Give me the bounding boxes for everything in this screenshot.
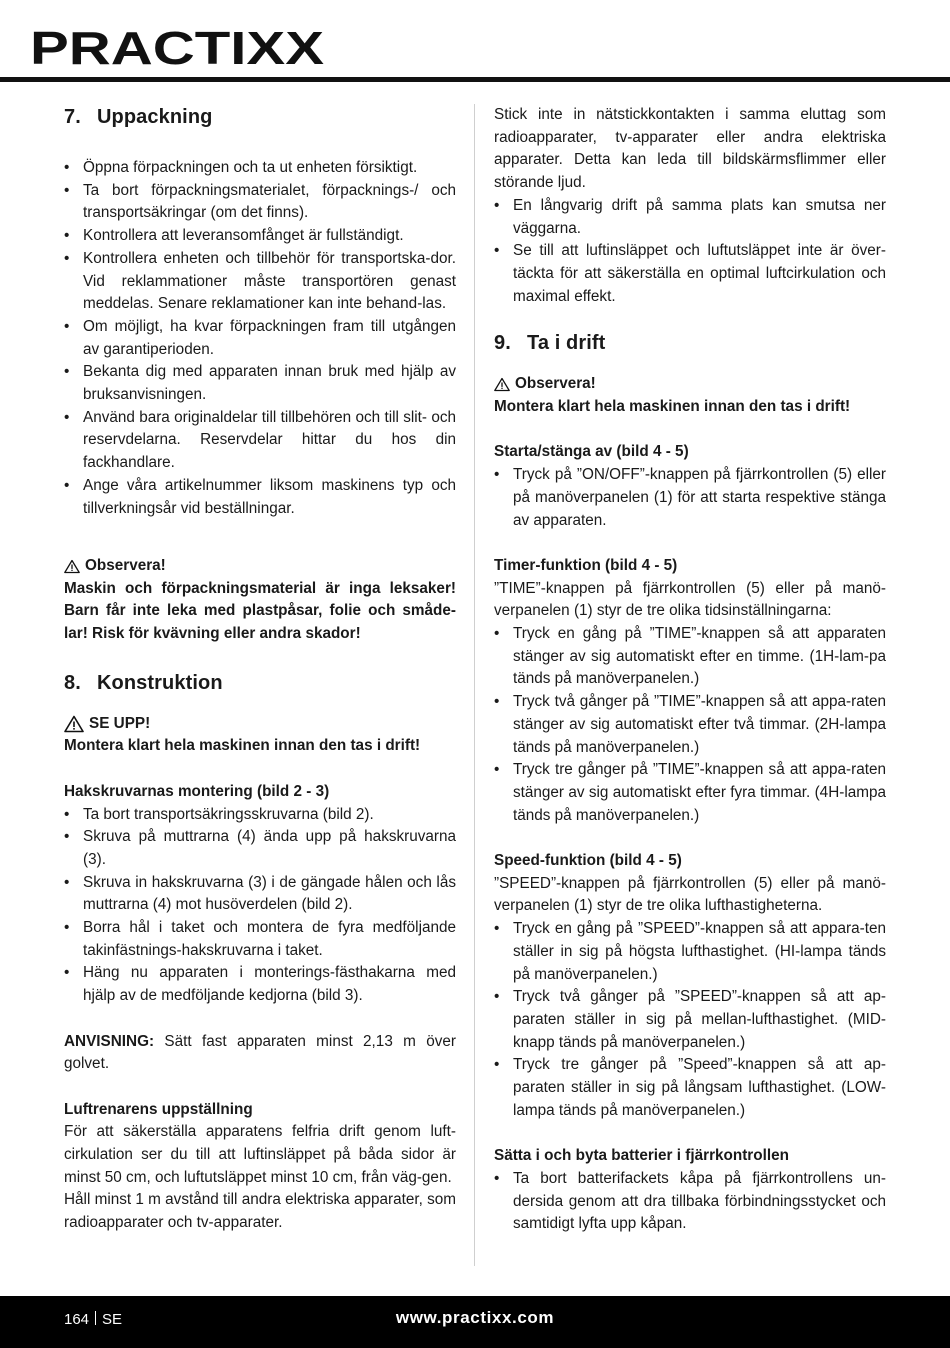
- installation-note: [64, 1031, 456, 1076]
- observe-notice-2: [494, 373, 886, 396]
- list-item: • Ta bort batterifackets kåpa på fjärrkontrollens un-dersida genom att dra tillbaka förbindningsstycket och samtidigt lyfta upp kåpan.: [494, 1168, 886, 1236]
- observe-text-1: Maskin och förpackningsmaterial är inga leksaker! Barn får inte leka med plastpåsar, folie och småde-lar! Risk för kvävning eller andra skador!: [64, 579, 456, 643]
- list-item: • Tryck tre gånger på ”Speed”-knappen så att ap-paraten ställer in sig på långsam lufthastighet. (LOW-lampa tänds på manöverpanelen.): [494, 1054, 886, 1122]
- battery-list: [494, 1168, 886, 1236]
- observe-text-2: Montera klart hela maskinen innan den tas i drift!: [494, 398, 851, 416]
- list-item: • Kontrollera att leveransomfånget är fullständigt.: [64, 225, 456, 248]
- section-7-number: 7.: [64, 106, 81, 128]
- logo-text: PRACTIXX: [30, 22, 325, 74]
- practixx-logo: [30, 14, 330, 76]
- list-item: • Bekanta dig med apparaten innan bruk med hjälp av bruksanvisningen.: [64, 361, 456, 406]
- list-item: • Tryck två gånger på ”TIME”-knappen så att appa-raten stänger av sig automatiskt efter två timmar. (2H-lampa tänds på manöverpanelen.): [494, 691, 886, 759]
- warning-icon: [64, 559, 80, 574]
- caution-text: Montera klart hela maskinen innan den tas i drift!: [64, 737, 421, 755]
- list-item: • Skruva in hakskruvarna (3) i de gängade hålen och lås muttrarna (4) mot husöverdelen (bild 2).: [64, 872, 456, 917]
- placement-subheading: Luftrenarens uppställning: [64, 1100, 253, 1118]
- list-item: • Ange våra artikelnummer liksom maskinens typ och tillverkningsår vid beställningar.: [64, 475, 456, 520]
- warning-icon: [64, 715, 84, 733]
- timer-subheading: Timer-funktion (bild 4 - 5): [494, 556, 678, 574]
- hooks-list: [64, 804, 456, 1008]
- list-item: • Tryck två gånger på ”SPEED”-knappen så att ap-paraten ställer in sig på mellan-lufthastighet. (MID-knapp tänds på manöverpanelen.): [494, 986, 886, 1054]
- unpacking-list: [64, 157, 456, 520]
- left-column: [64, 104, 456, 1235]
- list-item: • Tryck på ”ON/OFF”-knappen på fjärrkontrollen (5) eller på manöverpanelen (1) för att starta respektive stänga av apparaten.: [494, 464, 886, 532]
- section-7-title: Uppackning: [97, 106, 213, 128]
- caution-notice: [64, 713, 456, 736]
- header-rule: [0, 77, 950, 82]
- observe-label-2: Observera!: [515, 375, 596, 393]
- list-item: • Ta bort förpackningsmaterialet, förpacknings-/ och transportsäkringar (om det finns).: [64, 180, 456, 225]
- list-item: • Borra hål i taket och montera de fyra medföljande takinfästnings-hakskruvarna i taket.: [64, 917, 456, 962]
- section-9-number: 9.: [494, 332, 511, 355]
- list-item: • Skruva på muttrarna (4) ända upp på hakskruvarna (3).: [64, 826, 456, 871]
- list-item: • Ta bort transportsäkringsskruvarna (bild 2).: [64, 804, 456, 827]
- speed-list: [494, 918, 886, 1122]
- language-code: SE: [102, 1311, 123, 1328]
- battery-subheading: Sätta i och byta batterier i fjärrkontrollen: [494, 1147, 789, 1165]
- list-item: • Öppna förpackningen och ta ut enheten försiktigt.: [64, 157, 456, 180]
- hooks-subheading: Hakskruvarnas montering (bild 2 - 3): [64, 782, 330, 800]
- section-7-heading: [64, 102, 456, 132]
- list-item: • Se till att luftinsläppet och luftutsläppet inte är över-täckta för att säkerställa en optimal luftcirkulation och maximal effekt.: [494, 240, 886, 308]
- start-subheading: Starta/stänga av (bild 4 - 5): [494, 443, 689, 461]
- page-footer: [0, 1296, 950, 1348]
- section-8-heading: [64, 668, 456, 698]
- note-label: ANVISNING:: [64, 1032, 155, 1050]
- speed-intro: ”SPEED”-knappen på fjärrkontrollen (5) eller på manö-verpanelen (1) styr de tre olika lufthastigheterna.: [494, 874, 886, 915]
- placement-tips-list: [494, 195, 886, 309]
- list-item: • Häng nu apparaten i monterings-fästhakarna med hjälp av de medföljande kedjorna (bild 3).: [64, 962, 456, 1007]
- placement-paragraph-2: Håll minst 1 m avstånd till andra elektriska apparater, som radioapparater och tv-apparater.: [64, 1191, 456, 1232]
- start-list: [494, 464, 886, 532]
- list-item: • Tryck en gång på ”TIME”-knappen så att apparaten stänger av sig automatiskt efter en timme. (1H-lam-pa tänds på manöverpanelen.): [494, 623, 886, 691]
- placement-paragraph-1: För att säkerställa apparatens felfria drift genom luft-cirkulation ser du till att luftinsläppet på båda sidor är minst 50 cm, och luftutsläppet minst 10 cm, från väg-gen.: [64, 1123, 456, 1186]
- timer-list: [494, 623, 886, 827]
- website-url: www.practixx.com: [395, 1308, 555, 1327]
- list-item: • Tryck en gång på ”SPEED”-knappen så att appara-ten ställer in sig på högsta lufthastighet. (HI-lampa tänds på manöverpanelen.): [494, 918, 886, 986]
- list-item: • Kontrollera enheten och tillbehör för transportska-dor. Vid reklammationer måste transportören genast meddelas. Senare reklamationer kan inte behand-las.: [64, 248, 456, 316]
- page-number: 164: [64, 1311, 90, 1328]
- section-9-title: Ta i drift: [527, 332, 606, 355]
- right-column: [494, 104, 886, 1236]
- section-9-heading: [494, 328, 886, 358]
- section-8-title: Konstruktion: [97, 671, 223, 694]
- list-item: • Tryck tre gånger på ”TIME”-knappen så att appa-raten stänger av sig automatiskt efter fyra timmar. (4H-lampa tänds på manöverpanelen.): [494, 759, 886, 827]
- note-text: Sätt fast apparaten minst 2,13 m över golvet.: [64, 1032, 456, 1073]
- list-item: • Om möjligt, ha kvar förpackningen fram till utgången av garantiperioden.: [64, 316, 456, 361]
- observe-notice-1: [64, 555, 456, 578]
- observe-label-1: Observera!: [85, 556, 166, 574]
- interference-paragraph: Stick inte in nätstickkontakten i samma eluttag som radioapparater, tv-apparater eller andra elektriska apparater. Detta kan leda till bildskärmsflimmer eller störande ljud.: [494, 106, 886, 192]
- caution-label: SE UPP!: [89, 714, 151, 732]
- speed-subheading: Speed-funktion (bild 4 - 5): [494, 852, 682, 870]
- column-divider: [474, 104, 475, 1266]
- timer-intro: ”TIME”-knappen på fjärrkontrollen (5) eller på manö-verpanelen (1) styr de tre olika tidsinställningarna:: [494, 579, 886, 620]
- warning-icon: [494, 377, 510, 392]
- section-8-number: 8.: [64, 671, 81, 694]
- list-item: • Använd bara originaldelar till tillbehören och till slit- och reservdelarna. Reservdelar hittar du hos din fackhandlare.: [64, 407, 456, 475]
- list-item: • En långvarig drift på samma plats kan smutsa ner väggarna.: [494, 195, 886, 240]
